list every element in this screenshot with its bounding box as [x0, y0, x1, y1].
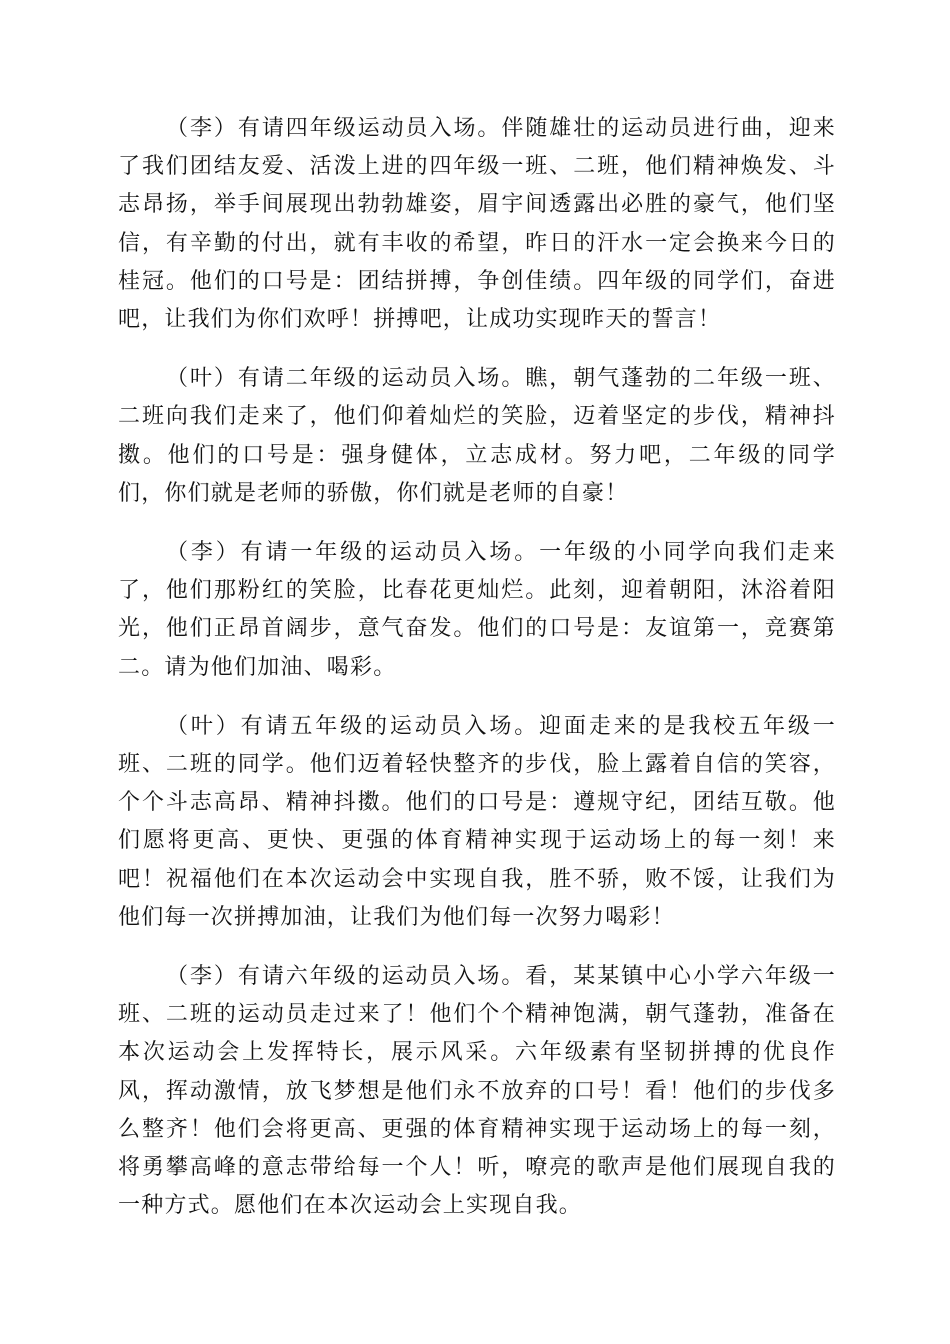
paragraph-grade-four: （李）有请四年级运动员入场。伴随雄壮的运动员进行曲，迎来了我们团结友爱、活泼上进的四年级一班、二班，他们精神焕发、斗志昂扬，举手间展现出勃勃雄姿，眉宇间透露出必胜的豪气，他们坚信，有辛勤的付出，就有丰收的希望，昨日的汗水一定会换来今日的桂冠。他们的口号是：团结拼搏，争创佳绩。四年级的同学们，奋进吧，让我们为你们欢呼！拼搏吧，让成功实现昨天的誓言！	[118, 116, 836, 333]
paragraph-grade-six: （李）有请六年级的运动员入场。看，某某镇中心小学六年级一班、二班的运动员走过来了！他们个个精神饱满，朝气蓬勃，准备在本次运动会上发挥特长，展示风采。六年级素有坚韧拼搏的优良作风，挥动激情，放飞梦想是他们永不放弃的口号！看！他们的步伐多么整齐！他们会将更高、更强的体育精神实现于运动场上的每一刻，将勇攀高峰的意志带给每一个人！听，嘹亮的歌声是他们展现自我的一种方式。愿他们在本次运动会上实现自我。	[118, 964, 836, 1219]
paragraph-grade-five: （叶）有请五年级的运动员入场。迎面走来的是我校五年级一班、二班的同学。他们迈着轻快整齐的步伐，脸上露着自信的笑容，个个斗志高昂、精神抖擞。他们的口号是：遵规守纪，团结互敬。他们愿将更高、更快、更强的体育精神实现于运动场上的每一刻！来吧！祝福他们在本次运动会中实现自我，胜不骄，败不馁，让我们为他们每一次拼搏加油，让我们为他们每一次努力喝彩！	[118, 713, 836, 930]
paragraph-grade-two: （叶）有请二年级的运动员入场。瞧，朝气蓬勃的二年级一班、二班向我们走来了，他们仰着灿烂的笑脸，迈着坚定的步伐，精神抖擞。他们的口号是：强身健体，立志成材。努力吧，二年级的同学们，你们就是老师的骄傲，你们就是老师的自豪！	[118, 366, 836, 506]
document-body	[118, 110, 836, 1246]
paragraph-grade-one: （李）有请一年级的运动员入场。一年级的小同学向我们走来了，他们那粉红的笑脸，比春花更灿烂。此刻，迎着朝阳，沐浴着阳光，他们正昂首阔步，意气奋发。他们的口号是：友谊第一，竞赛第二。请为他们加油、喝彩。	[118, 540, 836, 680]
